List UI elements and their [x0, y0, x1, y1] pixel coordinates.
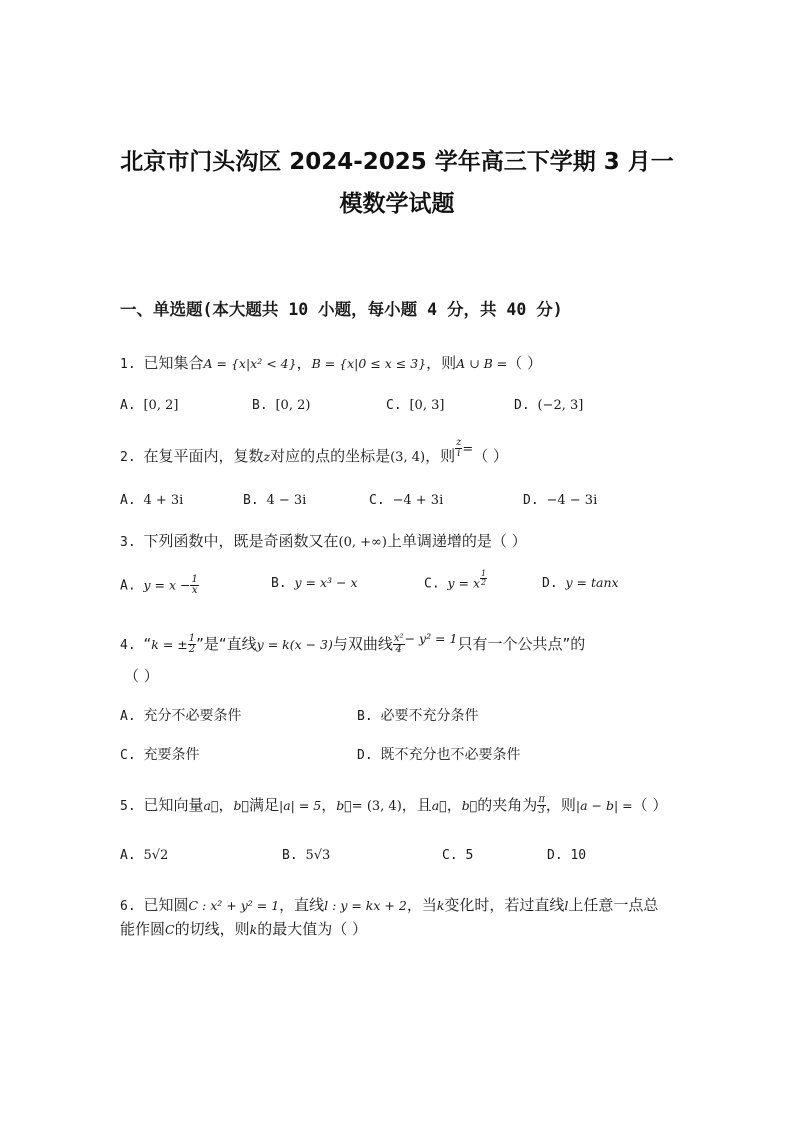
q1-option-a	[120, 397, 178, 413]
question-text: 变化时，若过直线	[444, 896, 565, 914]
fraction-numerator: x²	[393, 633, 404, 644]
question-text: 已知圆	[143, 896, 189, 914]
option-value: 4 + 3i	[143, 493, 184, 508]
union-expression: A ∪ B =	[456, 356, 508, 371]
question-5: 5. 已知向量a⃗，b⃗满足|a| = 5，b⃗= (3, 4)，且a⃗，b⃗的夹角为 $\frac{\pi}{3}$ ，则|a − b| =（ ）	[120, 794, 668, 816]
q4-option-a	[120, 705, 241, 725]
fraction-numerator: π	[538, 794, 545, 805]
question-text: 的夹角为	[477, 796, 538, 814]
question-text: 能作圆	[120, 920, 166, 938]
quote-mark: “	[143, 635, 152, 653]
q5-option-d	[547, 847, 586, 863]
option-label: D.	[514, 398, 538, 413]
question-text: 满足	[249, 796, 280, 814]
option-value: [0, 2)	[275, 398, 311, 413]
option-label: C.	[369, 493, 393, 508]
q3-option-a	[120, 575, 199, 596]
point-coordinates: (3, 4)	[390, 450, 426, 465]
question-text: ，直线	[279, 896, 325, 914]
vector-b: b⃗	[461, 798, 478, 813]
fraction-denominator: 3	[538, 805, 545, 816]
question-text: ，则	[425, 447, 456, 465]
question-text: ，则	[545, 796, 576, 814]
question-text: 与双曲线	[332, 635, 393, 653]
option-label: A.	[120, 578, 144, 594]
question-4	[120, 633, 585, 655]
option-value: 10	[570, 848, 587, 863]
question-text: ，则	[426, 354, 457, 372]
q1-option-d	[514, 397, 583, 413]
option-label: B.	[243, 493, 267, 508]
option-label: A.	[120, 709, 144, 724]
option-value: y = tanx	[565, 575, 619, 590]
option-value: 充分不必要条件	[143, 708, 242, 724]
option-value: −4 + 3i	[392, 493, 444, 508]
q4-option-d	[357, 744, 520, 764]
difference-magnitude: |a − b| =	[575, 798, 633, 813]
q1-option-c	[386, 397, 444, 413]
option-label: C.	[120, 748, 144, 763]
option-label: C.	[442, 848, 466, 863]
fraction-denominator: x	[191, 585, 198, 596]
q5-option-c	[442, 847, 473, 863]
question-text: 已知向量	[143, 796, 204, 814]
question-6-line-1	[120, 894, 658, 915]
option-value: 4 − 3i	[266, 493, 307, 508]
q2-option-a	[120, 492, 183, 508]
option-value: 既不充分也不必要条件	[380, 747, 521, 763]
question-text: 对应的点的坐标是	[270, 447, 391, 465]
vector-b: b⃗	[233, 798, 249, 813]
question-number: 2.	[120, 450, 144, 465]
option-value: [0, 3]	[409, 398, 445, 413]
question-2	[120, 437, 509, 467]
section-heading: 一、单选题(本大题共 10 小题，每小题 4 分，共 40 分)	[120, 300, 563, 319]
line-equation: y = k(x − 3)	[256, 637, 333, 652]
set-b-expression: B = {x|0 ≤ x ≤ 3}	[311, 356, 427, 371]
q2-option-c	[369, 492, 443, 508]
question-number: 3.	[120, 535, 144, 550]
fraction-one-half	[188, 634, 196, 655]
option-value: [0, 2]	[143, 398, 179, 413]
separator: ，	[296, 354, 312, 372]
question-text: 的切线，则	[174, 920, 250, 938]
option-label: B.	[271, 576, 295, 591]
q4-answer-blank: （ ）	[124, 667, 159, 685]
variable-l: l	[564, 898, 569, 913]
option-label: A.	[120, 848, 144, 863]
question-3	[120, 530, 527, 551]
q4-option-b	[357, 705, 478, 725]
q4-option-c	[120, 744, 199, 764]
vector-a: a⃗	[431, 798, 447, 813]
variable-k: k	[249, 922, 258, 937]
vector-b-coordinates: = (3, 4)	[351, 799, 402, 814]
title-line-1: 北京市门头沟区 2024-2025 学年高三下学期 3 月一	[120, 149, 674, 175]
option-value: 充要条件	[143, 747, 200, 763]
variable-k: k	[436, 898, 445, 913]
option-label: B.	[252, 398, 276, 413]
option-label: A.	[120, 493, 144, 508]
fraction-numerator: 1	[481, 569, 487, 578]
option-label: D.	[523, 493, 547, 508]
answer-blank: （ ）	[632, 796, 668, 814]
hyperbola-fraction	[393, 634, 405, 655]
fraction-1-over-x	[190, 575, 198, 596]
question-6-line-2	[120, 918, 367, 939]
magnitude-condition: |a| = 5	[279, 798, 322, 813]
circle-equation: C : x² + y² = 1	[188, 898, 280, 913]
q5-option-b	[282, 847, 330, 863]
question-text: ，当	[406, 896, 437, 914]
question-text: 只有一个公共点”的	[457, 635, 586, 653]
fraction-numerator: 1	[191, 574, 198, 585]
q5-option-a	[120, 847, 168, 863]
option-value: y = x³ − x	[294, 575, 358, 590]
set-a-expression: A = {x|x² < 4}	[203, 356, 297, 371]
question-text: ”是“直线	[196, 635, 257, 653]
variable-c: C	[165, 922, 175, 937]
fraction-denominator: 4	[393, 644, 405, 655]
option-label: C.	[424, 576, 448, 592]
question-text: 下列函数中，既是奇函数又在	[143, 532, 339, 550]
hyperbola-rest: − y² = 1	[404, 631, 458, 646]
option-label: D.	[357, 748, 381, 763]
option-value: 5√2	[143, 848, 169, 863]
question-text: 在复平面内，复数	[143, 447, 264, 465]
option-label: D.	[542, 576, 566, 591]
q3-option-b	[271, 575, 358, 591]
fraction-denominator: 2	[481, 578, 487, 587]
answer-blank: （ ）	[507, 354, 543, 372]
question-1	[120, 352, 542, 373]
option-label: D.	[547, 848, 571, 863]
equals-sign: =	[462, 442, 474, 457]
option-value: y = x −	[143, 577, 191, 593]
vector-a: a⃗	[203, 798, 219, 813]
question-number: 5.	[120, 799, 144, 814]
fraction-numerator: 1	[188, 633, 196, 644]
q2-option-d	[523, 492, 597, 508]
variable-z: z	[263, 449, 271, 464]
k-expression: k = ±	[151, 637, 188, 652]
q3-option-d	[542, 575, 619, 591]
fraction-numerator: z	[456, 437, 462, 448]
line-equation: l : y = kx + 2	[324, 898, 407, 913]
fraction-denominator: i	[455, 448, 462, 459]
question-number: 1.	[120, 357, 144, 372]
option-value: 必要不充分条件	[380, 708, 479, 724]
question-text: 上单调递增的是（ ）	[386, 532, 527, 550]
option-value: −4 − 3i	[546, 493, 598, 508]
option-value: 5√3	[305, 848, 331, 863]
answer-blank: （ ）	[473, 447, 509, 465]
q1-option-b	[252, 397, 310, 413]
option-label: C.	[386, 398, 410, 413]
question-text: 上任意一点总	[568, 896, 659, 914]
question-number: 4.	[120, 638, 144, 653]
question-text: ，且	[401, 796, 432, 814]
q3-option-c	[424, 569, 487, 592]
question-text: 的最大值为（ ）	[257, 920, 367, 938]
option-value: y = x	[447, 575, 481, 591]
option-value: 5	[465, 848, 474, 863]
fraction-denominator: 2	[188, 644, 196, 655]
angle-fraction	[537, 795, 546, 816]
exponent-one-half	[480, 570, 487, 587]
question-number: 6.	[120, 899, 144, 914]
option-value: (−2, 3]	[537, 398, 584, 413]
q2-option-b	[243, 492, 306, 508]
option-label: B.	[282, 848, 306, 863]
interval: (0, +∞)	[338, 535, 387, 550]
vector-b: b⃗	[336, 798, 352, 813]
title-line-2: 模数学试题	[339, 191, 455, 217]
option-label: A.	[120, 398, 144, 413]
question-text: 已知集合	[143, 354, 204, 372]
option-label: B.	[357, 709, 381, 724]
